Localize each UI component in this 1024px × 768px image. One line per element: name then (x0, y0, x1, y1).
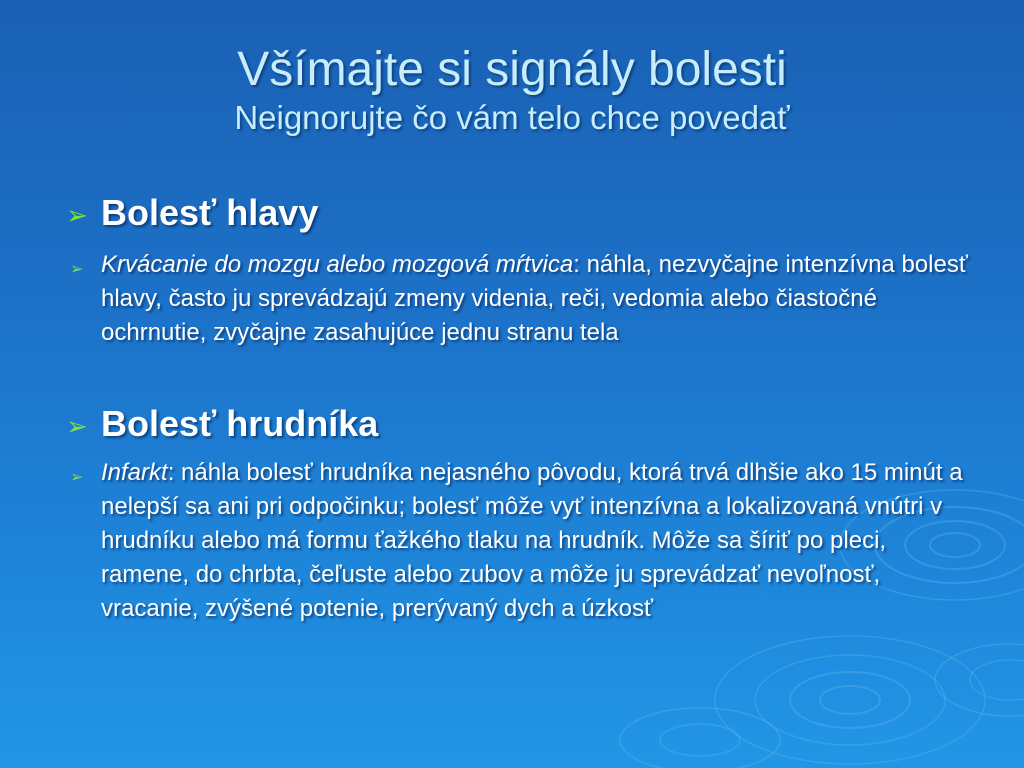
slide-subtitle: Neignorujte čo vám telo chce povedať (234, 99, 790, 136)
arrowhead-bullet-icon: ➢ (70, 469, 84, 486)
section-heading-chest-pain: Bolesť hrudníka (101, 403, 379, 444)
arrowhead-bullet-icon: ➢ (70, 261, 84, 278)
section-heading-headache: Bolesť hlavy (101, 192, 319, 233)
description-stroke: : náhla, nezvyčajne intenzívna bolesť hlavy, často ju sprevádzajú zmeny videnia, reči, vedomia alebo čiastočné ochrnutie, zvyčajne zasahujúce jednu stranu tela (101, 251, 968, 346)
section-text-stroke (101, 248, 971, 350)
slide-title: Všímajte si signály bolesti (237, 43, 787, 96)
arrowhead-bullet-icon: ➢ (66, 411, 88, 441)
term-heart-attack: Infarkt (101, 459, 168, 486)
description-heart-attack: : náhla bolesť hrudníka nejasného pôvodu, ktorá trvá dlhšie ako 15 minút a nelepší sa ani pri odpočinku; bolesť môže vyť intenzívna a lokalizovaná vnútri v hrudníku alebo má formu ťažkého tlaku na hrudník. Môže sa šíriť po pleci, ramene, do chrbta, čeľuste alebo zubov a môže ju sprevádzať nevoľnosť, vracanie, zvýšené potenie, prerývaný dych a úzkosť (101, 459, 963, 622)
section-text-heart-attack (101, 456, 971, 626)
arrowhead-bullet-icon: ➢ (66, 200, 88, 230)
term-stroke: Krvácanie do mozgu alebo mozgová mŕtvica (101, 251, 574, 278)
